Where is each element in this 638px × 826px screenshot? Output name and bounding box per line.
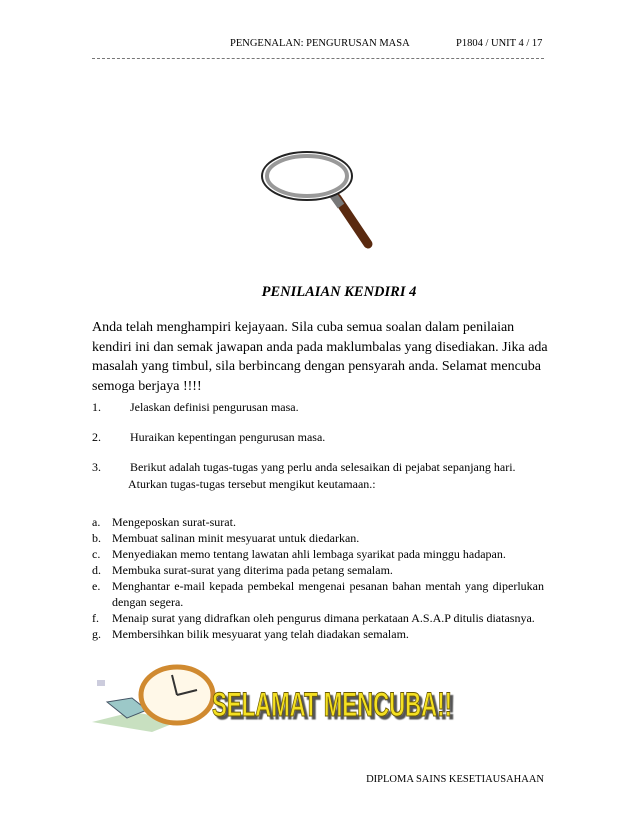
list-item [92, 610, 544, 626]
question-number: 1. [92, 400, 101, 414]
item-text: Membuat salinan minit mesyuarat untuk diedarkan. [112, 531, 360, 545]
question-text: Jelaskan definisi pengurusan masa. [130, 400, 299, 414]
item-text: Menyediakan memo tentang lawatan ahli lembaga syarikat pada minggu hadapan. [112, 547, 506, 561]
selamat-mencuba-banner [212, 676, 462, 726]
footer-text: DIPLOMA SAINS KESETIAUSAHAAN [366, 774, 544, 785]
list-item [92, 546, 544, 562]
magnifying-glass-icon [255, 150, 380, 250]
question-text: Huraikan kepentingan pengurusan masa. [130, 430, 326, 444]
header-rule [92, 58, 544, 59]
item-letter: b. [92, 531, 101, 545]
question-number: 3. [92, 460, 101, 474]
question-number: 2. [92, 430, 101, 444]
item-text: Mengeposkan surat-surat. [112, 515, 236, 529]
list-item [92, 562, 544, 578]
task-list [92, 514, 544, 642]
item-text: Menaip surat yang didrafkan oleh pengurus dimana perkataan A.S.A.P ditulis diatasnya. [112, 611, 535, 625]
item-text: Membersihkan bilik mesyuarat yang telah diadakan semalam. [112, 627, 409, 641]
intro-paragraph: Anda telah menghampiri kejayaan. Sila cuba semua soalan dalam penilaian kendiri ini dan semak jawapan anda pada maklumbalas yang disediakan. Jika ada masalah yang timbul, sila berbincang dengan pensyarah anda. Selamat mencuba semoga berjaya !!!! [92, 320, 548, 394]
header-code: P1804 / UNIT 4 / 17 [456, 38, 543, 49]
flying-clock-icon [92, 660, 222, 735]
header-title: PENGENALAN: PENGURUSAN MASA [230, 38, 410, 49]
list-item [92, 514, 544, 530]
list-item [92, 578, 544, 610]
item-letter: d. [92, 563, 101, 577]
item-letter: c. [92, 547, 101, 561]
list-item [92, 530, 544, 546]
list-item [92, 626, 544, 642]
item-text: Menghantar e-mail kepada pembekal mengenai pesanan bahan mentah yang diperlukan dengan segera. [112, 579, 544, 609]
question-text-continued: Aturkan tugas-tugas tersebut mengikut keutamaan.: [128, 477, 376, 491]
page-heading: PENILAIAN KENDIRI 4 [261, 284, 417, 300]
item-text: Membuka surat-surat yang diterima pada petang semalam. [112, 563, 393, 577]
item-letter: a. [92, 515, 101, 529]
item-letter: e. [92, 579, 101, 593]
question-text: Berikut adalah tugas-tugas yang perlu anda selesaikan di pejabat sepanjang hari. [130, 460, 516, 474]
banner-text: SELAMAT MENCUBA!! [212, 686, 452, 724]
item-letter: g. [92, 627, 101, 641]
item-letter: f. [92, 611, 99, 625]
